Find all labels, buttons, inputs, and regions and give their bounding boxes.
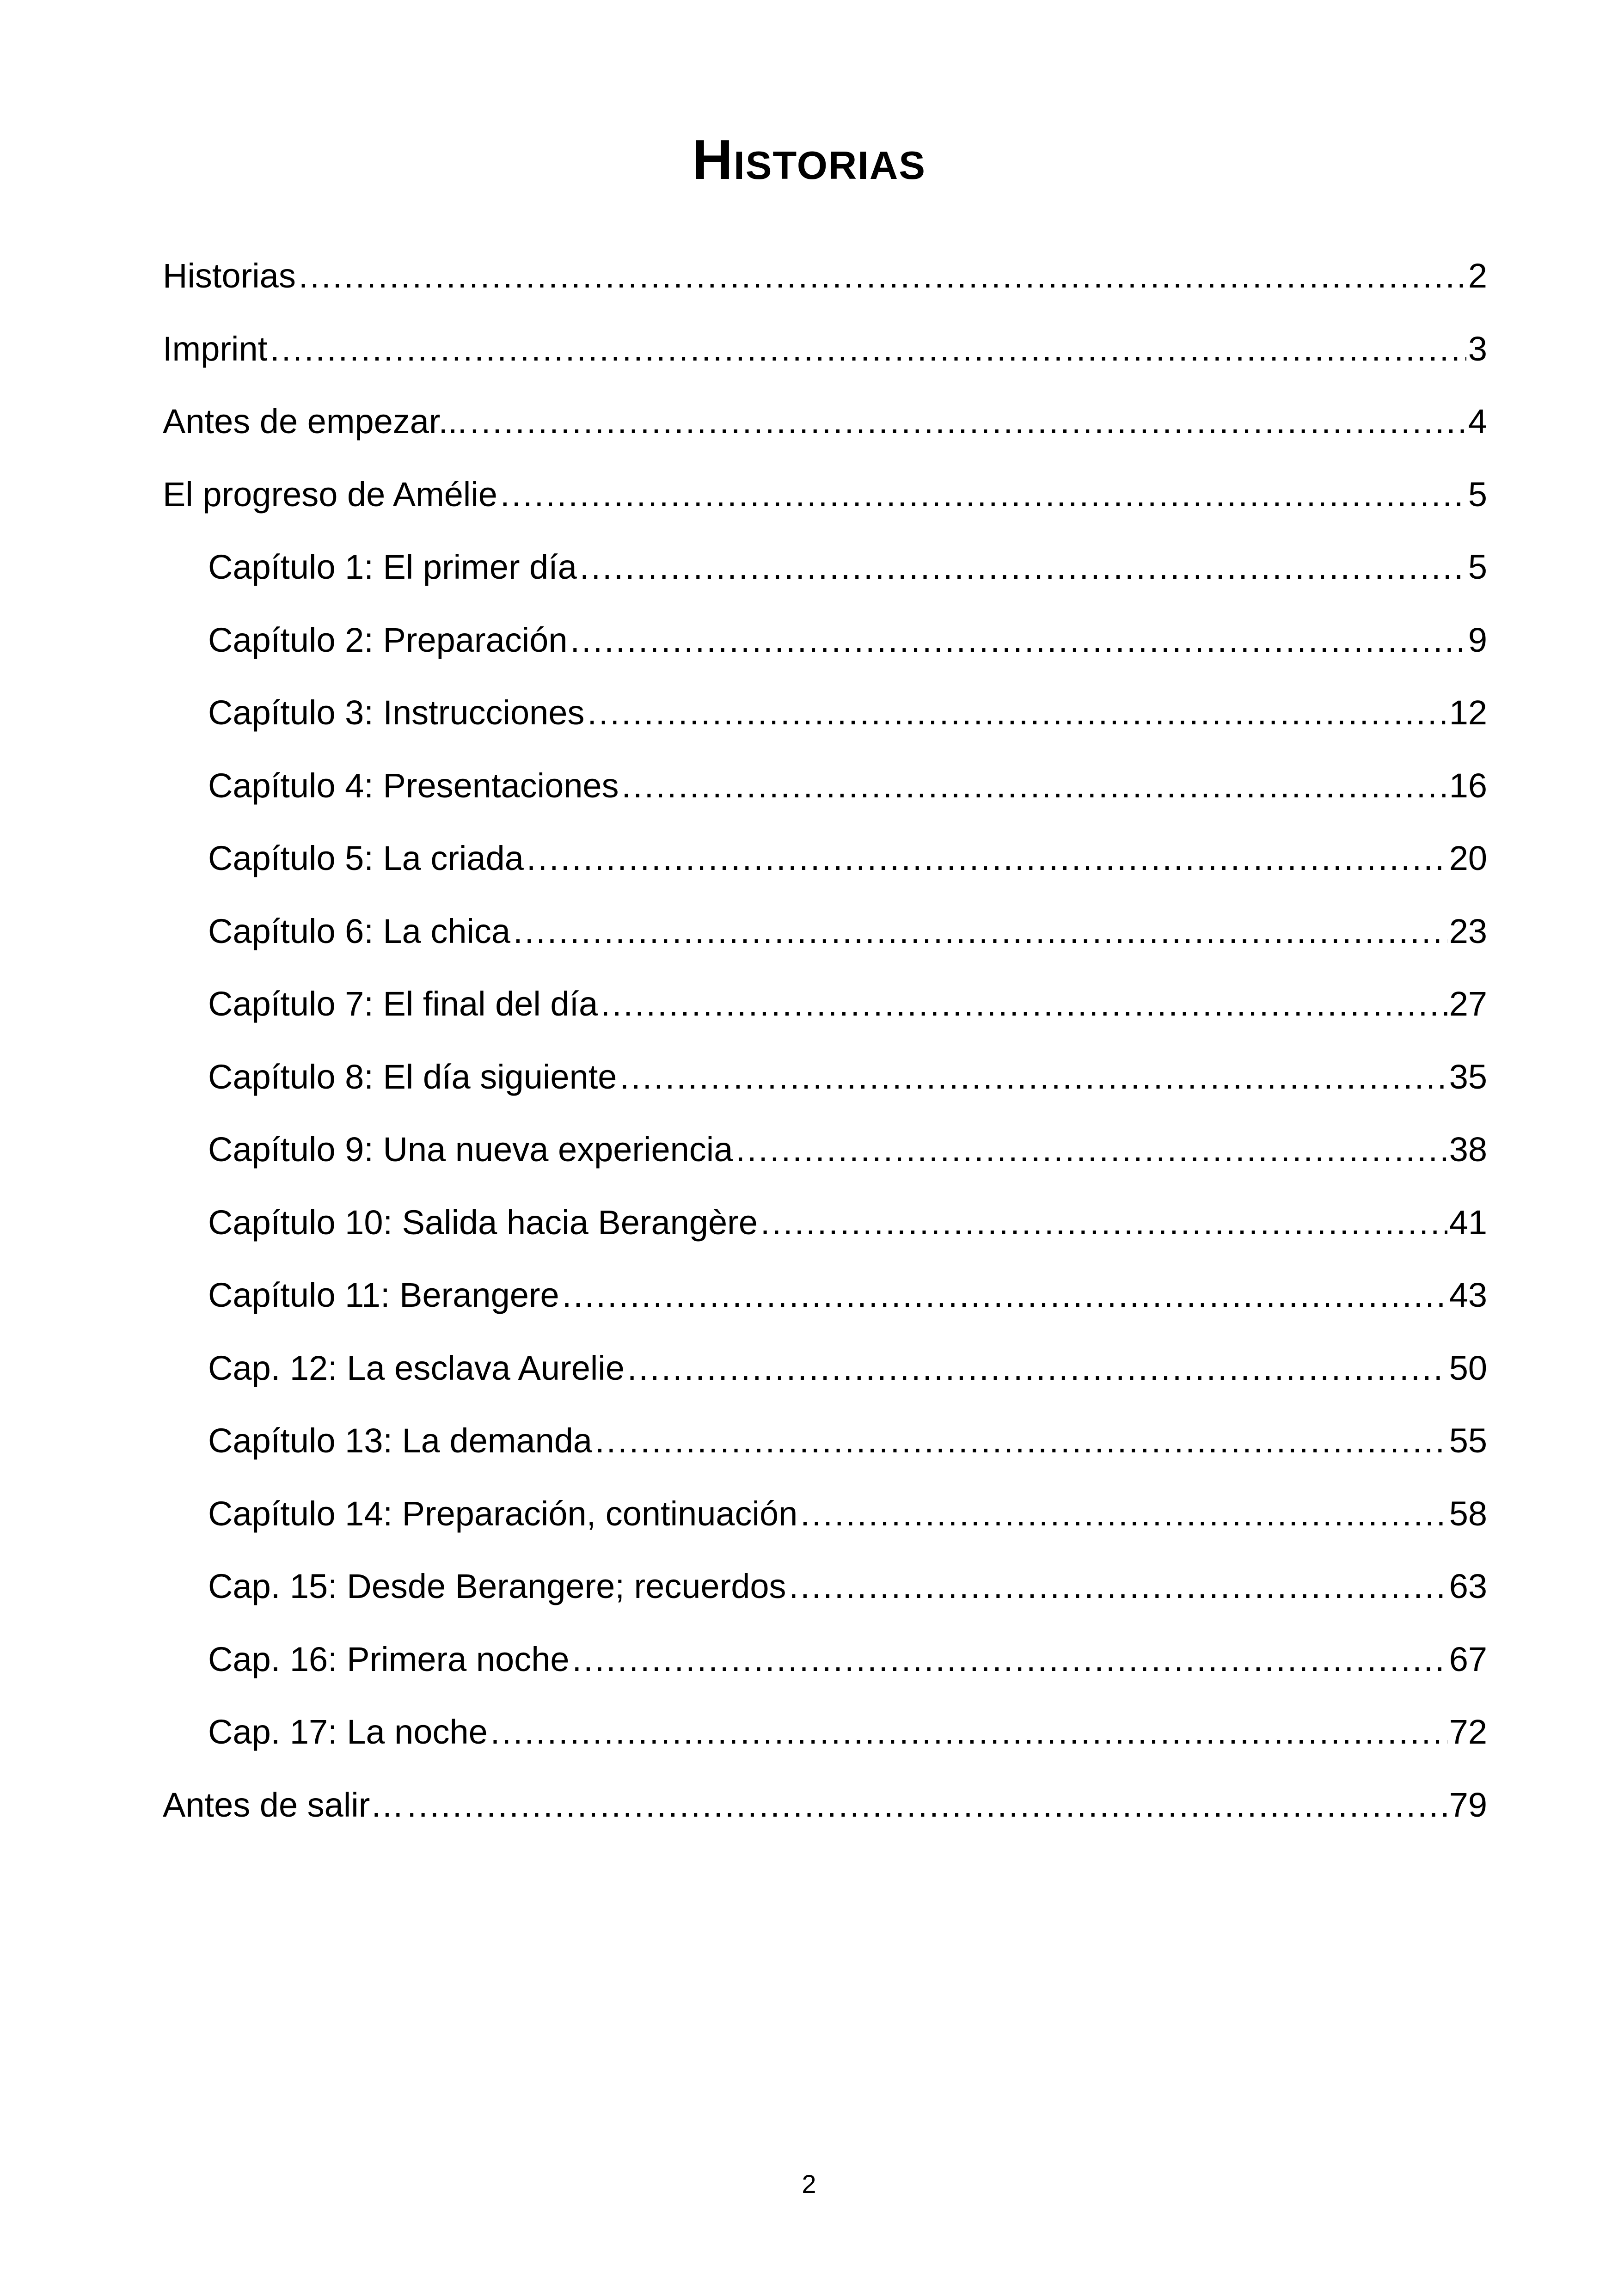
toc-entry[interactable] [163,1711,1487,1784]
toc-dot-leader [500,474,1466,515]
toc-entry-page: 67 [1449,1640,1487,1678]
toc-entry-label: Capítulo 3: Instrucciones [208,693,585,732]
toc-entry-label: Capítulo 14: Preparación, continuación [208,1494,798,1533]
toc-dot-leader [513,911,1447,952]
toc-dot-leader [572,1639,1447,1680]
toc-entry[interactable] [163,1347,1487,1420]
toc-dot-leader [601,983,1447,1025]
toc-dot-leader [580,546,1466,588]
toc-entry[interactable] [163,1202,1487,1275]
toc-entry-page: 63 [1449,1567,1487,1605]
toc-entry-page: 3 [1468,329,1487,368]
toc-entry-page: 2 [1468,257,1487,295]
page-number: 2 [802,2169,816,2198]
toc-dot-leader [570,619,1466,661]
toc-entry[interactable] [163,474,1487,547]
toc-entry[interactable] [163,1129,1487,1202]
toc-entry[interactable] [163,692,1487,765]
toc-entry-label: Capítulo 13: La demanda [208,1421,593,1460]
toc-entry-page: 55 [1449,1421,1487,1460]
toc-dot-leader [270,328,1466,370]
toc-entry-label: Capítulo 9: Una nueva experiencia [208,1130,733,1169]
toc-entry-label: Capítulo 2: Preparación [208,620,568,659]
toc-entry-page: 79 [1449,1785,1487,1824]
toc-entry-label: Capítulo 11: Berangere [208,1276,559,1314]
toc-entry-label: Capítulo 1: El primer día [208,548,577,586]
page-title: Historias [692,128,926,191]
toc-entry-label: Cap. 15: Desde Berangere; recuerdos [208,1567,786,1605]
toc-dot-leader [527,838,1447,879]
toc-entry-label: Imprint [163,329,268,368]
toc-entry-page: 27 [1449,985,1487,1023]
toc-entry-label: Cap. 12: La esclava Aurelie [208,1348,625,1387]
toc-entry[interactable] [163,765,1487,838]
toc-entry[interactable] [163,401,1487,474]
toc-entry[interactable] [163,1493,1487,1566]
toc-entry-label: Cap. 17: La noche [208,1713,488,1751]
toc-entry-label: Capítulo 6: La chica [208,912,511,950]
toc-entry-label: Capítulo 10: Salida hacia Berangère [208,1203,758,1242]
toc-entry[interactable] [163,911,1487,984]
toc-entry-page: 9 [1468,620,1487,659]
table-of-contents [163,255,1487,1857]
toc-dot-leader [622,765,1447,807]
toc-entry-page: 43 [1449,1276,1487,1314]
toc-entry-page: 72 [1449,1713,1487,1751]
toc-entry[interactable] [163,983,1487,1056]
toc-entry-page: 16 [1449,766,1487,805]
toc-dot-leader [407,1784,1447,1826]
toc-entry-page: 5 [1468,548,1487,586]
toc-entry-page: 50 [1449,1348,1487,1387]
toc-entry-page: 12 [1449,693,1487,732]
toc-entry-label: Historias [163,257,296,295]
toc-dot-leader [587,692,1447,734]
toc-entry[interactable] [163,546,1487,619]
toc-entry-page: 23 [1449,912,1487,950]
toc-dot-leader [562,1274,1447,1316]
toc-entry-page: 5 [1468,475,1487,514]
toc-entry-page: 35 [1449,1057,1487,1096]
toc-entry-page: 41 [1449,1203,1487,1242]
toc-entry[interactable] [163,1056,1487,1129]
toc-entry[interactable] [163,328,1487,401]
toc-entry-label: Capítulo 7: El final del día [208,985,598,1023]
toc-dot-leader [595,1420,1447,1462]
toc-entry-label: Capítulo 8: El día siguiente [208,1057,617,1096]
toc-entry[interactable] [163,1639,1487,1712]
toc-dot-leader [800,1493,1447,1535]
toc-entry-label: El progreso de Amélie [163,475,497,514]
toc-dot-leader [789,1566,1447,1607]
toc-dot-leader [760,1202,1447,1243]
toc-entry[interactable] [163,255,1487,328]
toc-entry[interactable] [163,1420,1487,1493]
toc-dot-leader [735,1129,1447,1170]
toc-dot-leader [299,255,1466,297]
toc-entry[interactable] [163,1274,1487,1347]
toc-dot-leader [627,1347,1447,1389]
toc-entry-page: 4 [1468,402,1487,441]
toc-entry-label: Antes de salir… [163,1785,404,1824]
toc-entry[interactable] [163,1566,1487,1639]
toc-dot-leader [470,401,1466,442]
toc-entry-page: 58 [1449,1494,1487,1533]
toc-entry-page: 20 [1449,839,1487,877]
toc-entry-page: 38 [1449,1130,1487,1169]
toc-dot-leader [619,1056,1447,1098]
toc-entry[interactable] [163,838,1487,911]
toc-entry-label: Cap. 16: Primera noche [208,1640,570,1678]
toc-entry-label: Capítulo 5: La criada [208,839,524,877]
toc-entry-label: Antes de empezar... [163,402,467,441]
toc-dot-leader [490,1711,1447,1753]
toc-entry[interactable] [163,1784,1487,1857]
toc-entry[interactable] [163,619,1487,692]
toc-entry-label: Capítulo 4: Presentaciones [208,766,619,805]
